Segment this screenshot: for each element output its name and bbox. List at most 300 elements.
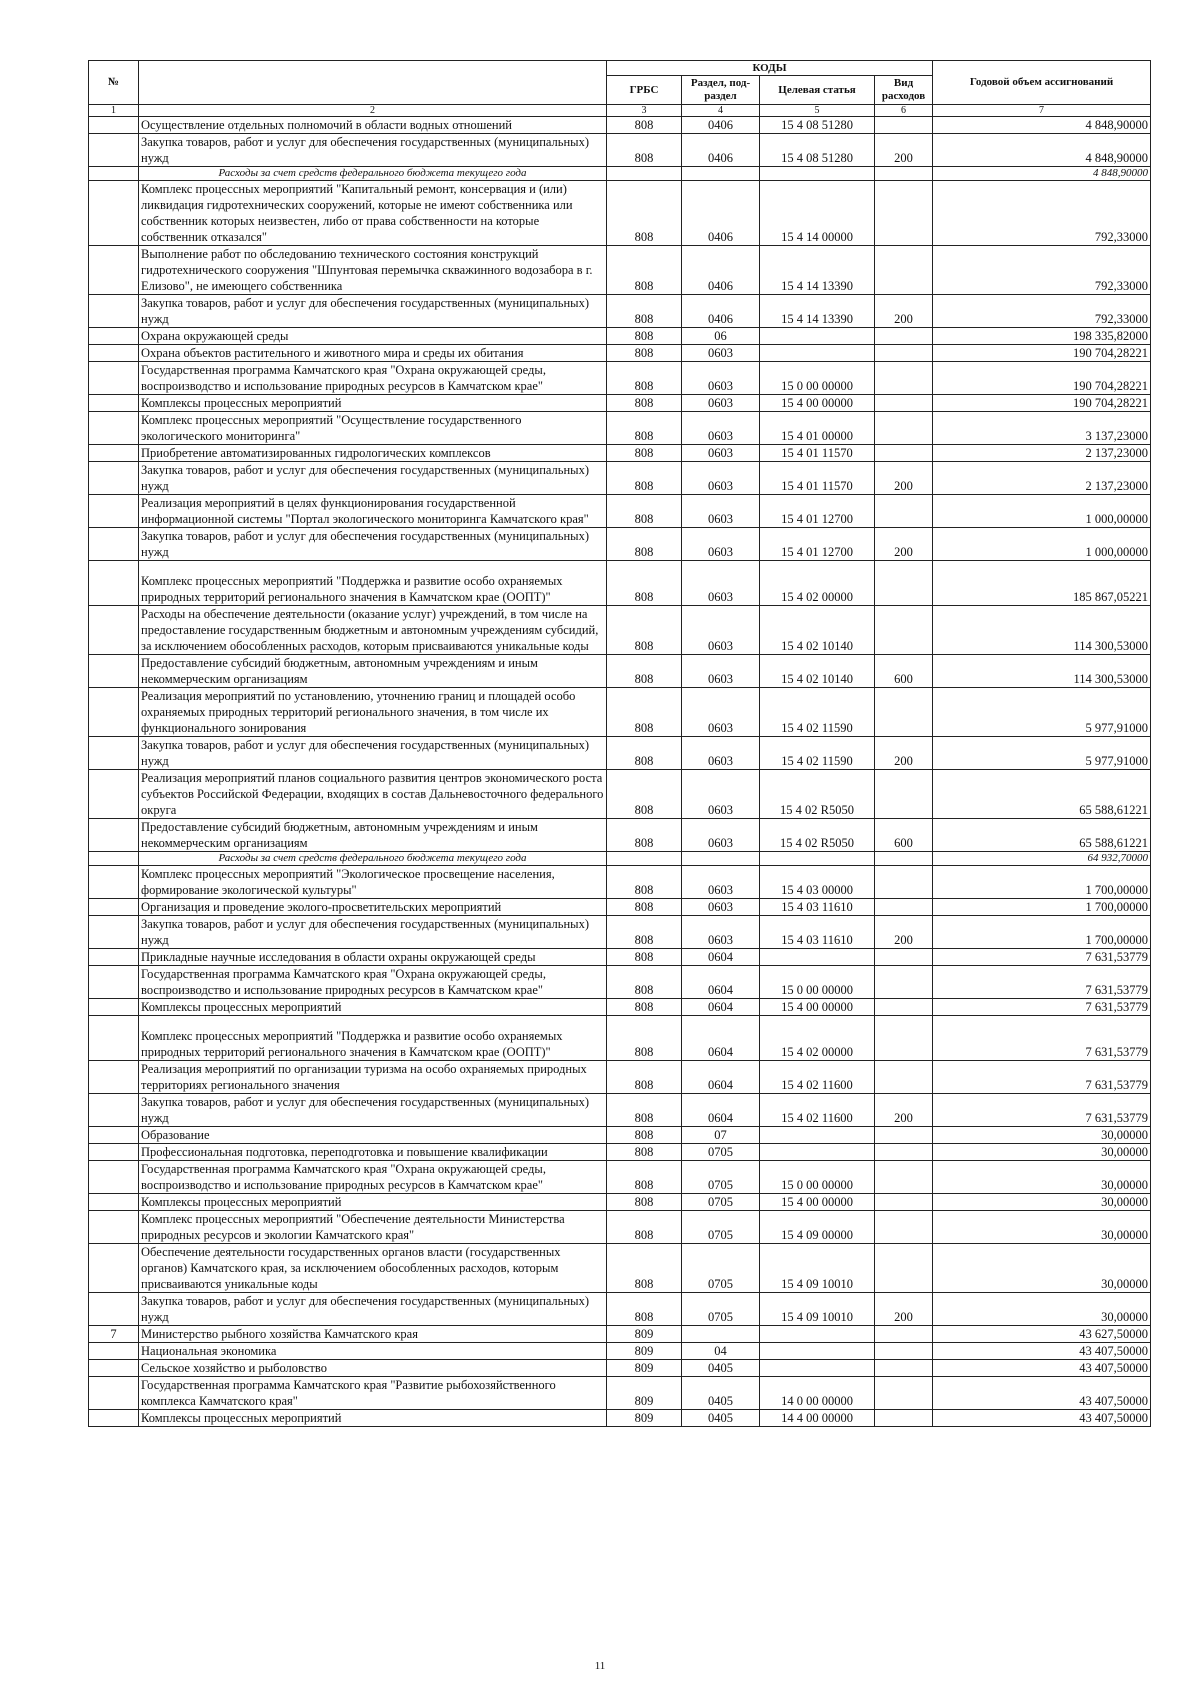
row-amount: 7 631,53779 [933,966,1151,999]
row-expense-type: 200 [875,295,933,328]
row-name: Закупка товаров, работ и услуг для обеспечения государственных (муниципальных) нужд [139,737,607,770]
row-grbs: 808 [607,561,682,606]
row-section: 0705 [682,1161,760,1194]
row-target [760,328,875,345]
row-section: 0406 [682,295,760,328]
row-name: Комплекс процессных мероприятий "Экологическое просвещение населения, формирование экологической культуры" [139,866,607,899]
table-row [89,1410,1151,1427]
header-grbs: ГРБС [607,76,682,105]
row-grbs: 808 [607,1194,682,1211]
row-amount: 30,00000 [933,1211,1151,1244]
row-grbs: 808 [607,737,682,770]
row-grbs: 808 [607,949,682,966]
row-grbs: 808 [607,181,682,246]
row-section [682,852,760,866]
table-row [89,167,1151,181]
row-expense-type: 600 [875,655,933,688]
table-row [89,1194,1151,1211]
row-name: Комплекс процессных мероприятий "Поддержка и развитие особо охраняемых природных территорий регионального значения в Камчатском крае (ООПТ)" [139,1016,607,1061]
row-name: Комплексы процессных мероприятий [139,1194,607,1211]
row-target [760,167,875,181]
table-row [89,246,1151,295]
row-name: Комплексы процессных мероприятий [139,999,607,1016]
header-expense-type: Вид расходов [875,76,933,105]
row-expense-type [875,246,933,295]
row-section: 0603 [682,655,760,688]
row-target: 15 4 14 00000 [760,181,875,246]
row-number [89,1211,139,1244]
row-expense-type [875,852,933,866]
row-amount: 792,33000 [933,295,1151,328]
row-number [89,1061,139,1094]
row-number [89,528,139,561]
row-target: 14 4 00 00000 [760,1410,875,1427]
row-grbs: 808 [607,328,682,345]
row-section: 0603 [682,462,760,495]
row-name: Закупка товаров, работ и услуг для обеспечения государственных (муниципальных) нужд [139,462,607,495]
row-name: Комплекс процессных мероприятий "Капитальный ремонт, консервация и (или) ликвидация гидротехнических сооружений, которые не имеют собственника или собственник которых неизвестен, либо от права собственности на которые собственник отказался" [139,181,607,246]
row-target [760,1144,875,1161]
row-number [89,655,139,688]
row-number [89,1144,139,1161]
row-amount: 30,00000 [933,1144,1151,1161]
row-section: 0406 [682,181,760,246]
row-target: 15 4 01 11570 [760,462,875,495]
table-row [89,1293,1151,1326]
row-target: 15 4 09 10010 [760,1293,875,1326]
row-amount: 3 137,23000 [933,412,1151,445]
table-row [89,866,1151,899]
row-grbs: 808 [607,916,682,949]
row-amount: 1 000,00000 [933,495,1151,528]
row-section: 0603 [682,362,760,395]
row-grbs: 808 [607,1293,682,1326]
row-target: 15 4 02 11600 [760,1061,875,1094]
row-grbs: 808 [607,1244,682,1293]
row-expense-type [875,495,933,528]
row-name: Государственная программа Камчатского края "Развитие рыбохозяйственного комплекса Камчатского края" [139,1377,607,1410]
row-number [89,852,139,866]
row-number [89,167,139,181]
row-section: 0603 [682,866,760,899]
row-expense-type: 200 [875,462,933,495]
row-expense-type [875,445,933,462]
row-amount: 7 631,53779 [933,1016,1151,1061]
row-name: Национальная экономика [139,1343,607,1360]
row-grbs: 808 [607,1094,682,1127]
row-section: 0406 [682,134,760,167]
budget-sheet [88,60,1150,1427]
row-name: Комплексы процессных мероприятий [139,395,607,412]
row-section: 0603 [682,916,760,949]
row-name: Сельское хозяйство и рыболовство [139,1360,607,1377]
row-number [89,737,139,770]
table-row [89,395,1151,412]
row-section: 07 [682,1127,760,1144]
row-section: 0705 [682,1244,760,1293]
row-name: Закупка товаров, работ и услуг для обеспечения государственных (муниципальных) нужд [139,528,607,561]
row-grbs: 808 [607,395,682,412]
row-amount: 792,33000 [933,246,1151,295]
row-expense-type: 200 [875,1293,933,1326]
colnum-4: 4 [682,105,760,117]
row-amount: 30,00000 [933,1161,1151,1194]
table-row [89,412,1151,445]
table-row [89,899,1151,916]
row-section: 0603 [682,606,760,655]
row-target: 15 0 00 00000 [760,362,875,395]
row-grbs [607,852,682,866]
colnum-7: 7 [933,105,1151,117]
row-name: Образование [139,1127,607,1144]
table-row [89,737,1151,770]
table-row [89,561,1151,606]
row-number [89,1194,139,1211]
row-number [89,1360,139,1377]
row-section: 0603 [682,495,760,528]
column-number-row [89,105,1151,117]
row-section: 04 [682,1343,760,1360]
row-expense-type [875,328,933,345]
header-target: Целевая статья [760,76,875,105]
row-amount: 114 300,53000 [933,606,1151,655]
row-number [89,561,139,606]
row-name: Расходы за счет средств федерального бюджета текущего года [139,167,607,181]
row-number [89,1016,139,1061]
table-row [89,966,1151,999]
row-target: 15 4 02 00000 [760,1016,875,1061]
table-row [89,345,1151,362]
row-amount: 4 848,90000 [933,117,1151,134]
row-amount: 30,00000 [933,1127,1151,1144]
row-number [89,1161,139,1194]
row-target [760,1127,875,1144]
row-expense-type [875,899,933,916]
row-expense-type [875,1144,933,1161]
row-expense-type [875,561,933,606]
row-grbs: 808 [607,655,682,688]
row-number [89,770,139,819]
table-row [89,462,1151,495]
row-grbs: 808 [607,899,682,916]
row-expense-type [875,1211,933,1244]
table-row [89,1211,1151,1244]
page-number: 11 [594,1660,606,1672]
row-number [89,1377,139,1410]
row-amount: 43 627,50000 [933,1326,1151,1343]
row-number [89,1410,139,1427]
row-amount: 7 631,53779 [933,1061,1151,1094]
row-grbs: 808 [607,412,682,445]
row-grbs: 808 [607,495,682,528]
row-number [89,899,139,916]
row-amount: 185 867,05221 [933,561,1151,606]
table-row [89,362,1151,395]
table-row [89,1161,1151,1194]
table-row [89,949,1151,966]
row-target: 15 4 02 R5050 [760,819,875,852]
row-number [89,1127,139,1144]
row-grbs: 808 [607,345,682,362]
row-name: Комплекс процессных мероприятий "Обеспечение деятельности Министерства природных ресурсов и экологии Камчатского края" [139,1211,607,1244]
row-number [89,181,139,246]
row-amount: 1 700,00000 [933,866,1151,899]
row-expense-type [875,866,933,899]
row-target: 15 4 02 R5050 [760,770,875,819]
row-target: 15 4 03 00000 [760,866,875,899]
row-amount: 64 932,70000 [933,852,1151,866]
table-row [89,295,1151,328]
row-expense-type [875,688,933,737]
table-row [89,445,1151,462]
row-target: 15 4 02 11590 [760,688,875,737]
row-expense-type [875,966,933,999]
row-target [760,1360,875,1377]
row-section: 0405 [682,1360,760,1377]
row-target: 15 4 00 00000 [760,1194,875,1211]
row-grbs: 808 [607,445,682,462]
row-grbs: 809 [607,1377,682,1410]
row-grbs: 808 [607,462,682,495]
row-section: 0603 [682,412,760,445]
table-header [89,61,1151,117]
header-codes: КОДЫ [607,61,933,76]
row-expense-type [875,1343,933,1360]
row-amount: 7 631,53779 [933,999,1151,1016]
row-section: 0604 [682,999,760,1016]
row-amount: 2 137,23000 [933,462,1151,495]
row-section: 0705 [682,1293,760,1326]
row-number [89,362,139,395]
row-name: Государственная программа Камчатского края "Охрана окружающей среды, воспроизводство и использование природных ресурсов в Камчатском крае" [139,966,607,999]
row-number [89,916,139,949]
row-amount: 1 000,00000 [933,528,1151,561]
row-amount: 30,00000 [933,1293,1151,1326]
row-target: 15 4 03 11610 [760,916,875,949]
row-number [89,395,139,412]
row-expense-type: 200 [875,134,933,167]
table-row [89,606,1151,655]
row-amount: 5 977,91000 [933,737,1151,770]
row-name: Комплексы процессных мероприятий [139,1410,607,1427]
table-row [89,1360,1151,1377]
row-amount: 1 700,00000 [933,916,1151,949]
row-grbs: 808 [607,1211,682,1244]
row-grbs: 808 [607,866,682,899]
table-row [89,1326,1151,1343]
row-expense-type: 200 [875,916,933,949]
table-row [89,181,1151,246]
budget-table [88,60,1151,1427]
row-section: 0406 [682,117,760,134]
row-section: 0406 [682,246,760,295]
row-name: Государственная программа Камчатского края "Охрана окружающей среды, воспроизводство и использование природных ресурсов в Камчатском крае" [139,1161,607,1194]
row-target [760,1343,875,1360]
table-row [89,1016,1151,1061]
row-grbs: 808 [607,966,682,999]
colnum-2: 2 [139,105,607,117]
row-amount: 1 700,00000 [933,899,1151,916]
header-num: № [89,61,139,105]
row-target: 15 0 00 00000 [760,1161,875,1194]
row-name: Прикладные научные исследования в области охраны окружающей среды [139,949,607,966]
row-expense-type [875,999,933,1016]
row-grbs: 808 [607,117,682,134]
table-row [89,134,1151,167]
row-target: 15 4 02 00000 [760,561,875,606]
row-number [89,462,139,495]
row-target: 15 4 02 10140 [760,606,875,655]
row-amount: 5 977,91000 [933,688,1151,737]
row-target: 15 4 08 51280 [760,117,875,134]
row-grbs: 808 [607,1061,682,1094]
row-grbs: 808 [607,295,682,328]
row-number [89,966,139,999]
row-grbs: 808 [607,246,682,295]
row-section: 0603 [682,819,760,852]
row-expense-type [875,1061,933,1094]
row-name: Приобретение автоматизированных гидрологических комплексов [139,445,607,462]
row-section: 0405 [682,1410,760,1427]
row-amount: 43 407,50000 [933,1410,1151,1427]
row-amount: 43 407,50000 [933,1343,1151,1360]
row-name: Закупка товаров, работ и услуг для обеспечения государственных (муниципальных) нужд [139,916,607,949]
table-row [89,916,1151,949]
colnum-1: 1 [89,105,139,117]
row-expense-type [875,1377,933,1410]
row-target: 15 4 01 11570 [760,445,875,462]
row-name: Расходы на обеспечение деятельности (оказание услуг) учреждений, в том числе на предоставление государственным бюджетным и автономным учреждениям субсидий, за исключением обособленных расходов, которым присваиваются уникальные коды [139,606,607,655]
colnum-5: 5 [760,105,875,117]
row-target [760,345,875,362]
table-row [89,1061,1151,1094]
row-expense-type [875,1127,933,1144]
row-name: Расходы за счет средств федерального бюджета текущего года [139,852,607,866]
row-section: 0604 [682,966,760,999]
row-number [89,412,139,445]
row-expense-type [875,1410,933,1427]
row-section: 0604 [682,1061,760,1094]
row-grbs: 808 [607,1161,682,1194]
row-name: Реализация мероприятий по организации туризма на особо охраняемых природных территориях регионального значения [139,1061,607,1094]
row-grbs: 808 [607,688,682,737]
row-number [89,328,139,345]
row-name: Закупка товаров, работ и услуг для обеспечения государственных (муниципальных) нужд [139,295,607,328]
row-amount: 190 704,28221 [933,362,1151,395]
row-name: Предоставление субсидий бюджетным, автономным учреждениям и иным некоммерческим организациям [139,819,607,852]
row-expense-type [875,1016,933,1061]
row-grbs: 809 [607,1360,682,1377]
row-name: Выполнение работ по обследованию технического состояния конструкций гидротехнического сооружения "Шпунтовая перемычка скважинного водозабора в г. Елизово", не имеющего собственника [139,246,607,295]
row-target: 15 4 02 11600 [760,1094,875,1127]
row-section: 0604 [682,1016,760,1061]
table-row [89,1144,1151,1161]
row-expense-type [875,345,933,362]
row-number [89,1094,139,1127]
row-number [89,949,139,966]
row-grbs: 808 [607,606,682,655]
row-section: 0603 [682,345,760,362]
row-name: Реализация мероприятий по установлению, уточнению границ и площадей особо охраняемых природных территорий регионального значения, в том числе их функционального зонирования [139,688,607,737]
row-amount: 43 407,50000 [933,1377,1151,1410]
row-target: 15 4 14 13390 [760,246,875,295]
row-section [682,1326,760,1343]
colnum-3: 3 [607,105,682,117]
row-name: Охрана объектов растительного и животного мира и среды их обитания [139,345,607,362]
row-section: 0603 [682,561,760,606]
row-expense-type [875,1244,933,1293]
table-row [89,117,1151,134]
row-number [89,246,139,295]
row-section: 0603 [682,770,760,819]
row-amount: 4 848,90000 [933,134,1151,167]
row-section: 0604 [682,949,760,966]
row-amount: 198 335,82000 [933,328,1151,345]
row-section: 0603 [682,737,760,770]
row-name: Охрана окружающей среды [139,328,607,345]
row-amount: 43 407,50000 [933,1360,1151,1377]
row-name: Осуществление отдельных полномочий в области водных отношений [139,117,607,134]
header-section: Раздел, под-раздел [682,76,760,105]
row-grbs: 808 [607,362,682,395]
row-expense-type [875,181,933,246]
table-row [89,495,1151,528]
row-name: Государственная программа Камчатского края "Охрана окружающей среды, воспроизводство и использование природных ресурсов в Камчатском крае" [139,362,607,395]
row-section: 0405 [682,1377,760,1410]
row-expense-type [875,770,933,819]
row-number [89,999,139,1016]
table-row [89,999,1151,1016]
row-number: 7 [89,1326,139,1343]
row-grbs: 808 [607,770,682,819]
table-row [89,1244,1151,1293]
row-name: Профессиональная подготовка, переподготовка и повышение квалификации [139,1144,607,1161]
row-expense-type [875,395,933,412]
row-section: 0705 [682,1211,760,1244]
row-number [89,134,139,167]
row-number [89,295,139,328]
table-row [89,1377,1151,1410]
row-section: 0603 [682,688,760,737]
row-name: Предоставление субсидий бюджетным, автономным учреждениям и иным некоммерческим организациям [139,655,607,688]
row-name: Закупка товаров, работ и услуг для обеспечения государственных (муниципальных) нужд [139,1094,607,1127]
row-grbs: 808 [607,134,682,167]
table-row [89,1094,1151,1127]
row-section: 0705 [682,1194,760,1211]
row-target [760,1326,875,1343]
row-expense-type: 200 [875,1094,933,1127]
row-expense-type: 200 [875,528,933,561]
row-grbs: 809 [607,1343,682,1360]
row-target: 15 4 02 11590 [760,737,875,770]
row-target [760,949,875,966]
row-target: 15 4 00 00000 [760,395,875,412]
row-section: 0603 [682,528,760,561]
row-amount: 30,00000 [933,1244,1151,1293]
colnum-6: 6 [875,105,933,117]
table-row [89,528,1151,561]
row-name: Реализация мероприятий в целях функционирования государственной информационной системы "Портал экологического мониторинга Камчатского края" [139,495,607,528]
row-target: 15 4 14 13390 [760,295,875,328]
row-amount: 30,00000 [933,1194,1151,1211]
row-grbs: 808 [607,819,682,852]
row-target: 15 4 01 12700 [760,495,875,528]
header-annual: Годовой объем ассигнований [933,61,1151,105]
row-number [89,606,139,655]
row-expense-type [875,1326,933,1343]
row-grbs: 808 [607,1144,682,1161]
row-expense-type [875,362,933,395]
